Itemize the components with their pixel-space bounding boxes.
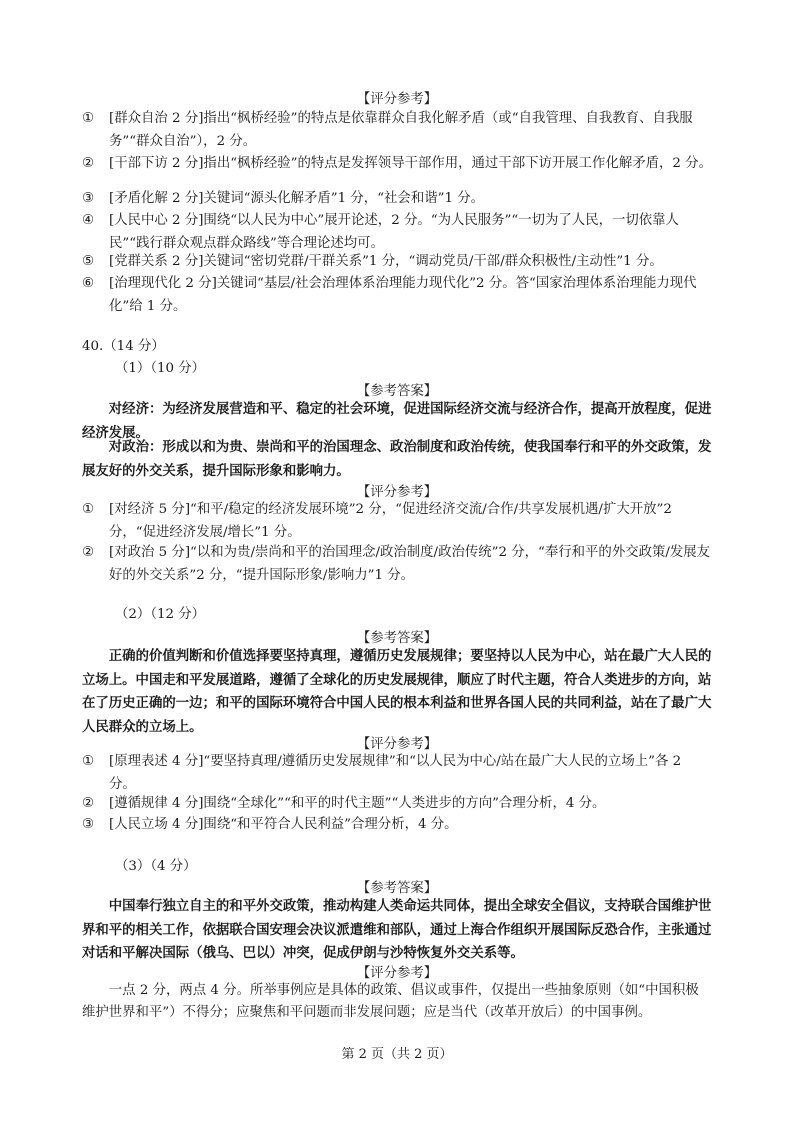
item-number: ⑥ xyxy=(82,276,95,291)
part-label: （3）（4 分） xyxy=(115,859,197,874)
item-number: ④ xyxy=(82,213,95,228)
answer-paragraph: 正确的价值判断和价值选择要坚持真理，遵循历史发展规律；要坚持以人民为中心，站在最广大人民的立场上。中国走和平发展道路，遵循了全球化的历史发展规律，顺应了时代主题，符合人类进步的方向，站在了历史正确的一边；和平的国际环境符合中国人民的根本利益和世界各国人民的共同利益，站在了最广大人民群众的立场上。 xyxy=(82,648,712,735)
item-text: [矛盾化解 2 分]关键词“源头化解矛盾”1 分，“社会和谐”1 分。 xyxy=(109,191,485,206)
score-reference-text: 一点 2 分，两点 4 分。所举事例应是具体的政策、倡议或事件，仅提出一些抽象原则（如“中国积极维护世界和平”）不得分；应聚焦和平问题而非发展问题；应是当代（改革开放后）的中国事例。 xyxy=(82,983,699,1020)
item-text: [人民立场 4 分]围绕“和平符合人民利益”合理分析，4 分。 xyxy=(109,817,458,832)
list-item xyxy=(82,188,712,211)
score-reference-heading: 【评分参考】 xyxy=(356,966,438,981)
item-text: [遵循规律 4 分]围绕“全球化”“和平的时代主题”“人类进步的方向”合理分析，4 分。 xyxy=(109,796,606,811)
list-item xyxy=(82,273,712,318)
list-item xyxy=(82,751,712,796)
list-item xyxy=(82,210,712,255)
answer-heading: 【参考答案】 xyxy=(356,631,438,646)
item-text: [原理表述 4 分]“要坚持真理/遵循历史发展规律”和“以人民为中心/站在最广大人民的立场上”各 2 分。 xyxy=(109,754,682,792)
item-text: [党群关系 2 分]关键词“密切党群/干群关系”1 分，“调动党员/干部/群众积极性/主动性”1 分。 xyxy=(109,254,663,269)
item-text: [对经济 5 分]“和平/稳定的经济发展环境”2 分，“促进经济交流/合作/共享发展机遇/扩大开放”2 分，“促进经济发展/增长”1 分。 xyxy=(109,502,672,540)
answer-paragraph: 对经济：为经济发展营造和平、稳定的社会环境，促进国际经济交流与经济合作，提高开放程度，促进经济发展。 xyxy=(82,401,712,441)
score-reference-heading: 【评分参考】 xyxy=(356,485,438,500)
item-number: ③ xyxy=(82,191,95,206)
item-text: [对政治 5 分]“以和为贵/崇尚和平的治国理念/政治制度/政治传统”2 分，“奉行和平的外交政策/发展友好的外交关系”2 分，“提升国际形象/影响力”1 分。 xyxy=(109,545,711,583)
question-label: 40.（14 分） xyxy=(82,339,165,354)
part-label: （1）（10 分） xyxy=(115,361,206,376)
answer-heading: 【参考答案】 xyxy=(356,881,438,896)
item-text: [治理现代化 2 分]关键词“基层/社会治理体系治理能力现代化”2 分。答“国家治理体系治理能力现代化”给 1 分。 xyxy=(109,276,697,314)
answer-paragraph: 中国奉行独立自主的和平外交政策，推动构建人类命运共同体，提出全球安全倡议，支持联合国维护世界和平的相关工作，依据联合国安理会决议派遣维和部队，通过上海合作组织开展国际反恐合作，主张通过对话和平解决国际（俄乌、巴以）冲突，促成伊朗与沙特恢复外交关系等。 xyxy=(82,898,712,961)
answer-heading: 【参考答案】 xyxy=(356,384,438,399)
item-text: [群众自治 2 分]指出“枫桥经验”的特点是依靠群众自我化解矛盾（或“自我管理、自我教育、自我服务”“群众自治”），2 分。 xyxy=(109,111,693,149)
page-number: 第 2 页（共 2 页） xyxy=(341,1047,453,1062)
answer-paragraph: 对政治：形成以和为贵、崇尚和平的治国理念、政治制度和政治传统，使我国奉行和平的外交政策，发展友好的外交关系，提升国际形象和影响力。 xyxy=(82,439,712,479)
list-item xyxy=(82,542,712,587)
item-number: ③ xyxy=(82,817,95,832)
item-number: ② xyxy=(82,796,95,811)
item-number: ① xyxy=(82,111,95,126)
list-item xyxy=(82,251,712,274)
list-item xyxy=(82,499,712,544)
score-reference-heading: 【评分参考】 xyxy=(356,737,438,752)
list-item xyxy=(82,153,712,176)
score-reference-heading: 【评分参考】 xyxy=(356,92,438,107)
item-number: ① xyxy=(82,502,95,517)
item-number: ② xyxy=(82,545,95,560)
part-label: （2）（12 分） xyxy=(115,607,206,622)
item-number: ① xyxy=(82,754,95,769)
item-text: [人民中心 2 分]围绕“以人民为中心”展开论述，2 分。“为人民服务”“一切为了人民，一切依靠人民”“践行群众观点群众路线”等合理论述均可。 xyxy=(109,213,679,251)
item-number: ② xyxy=(82,156,95,171)
item-number: ⑤ xyxy=(82,254,95,269)
list-item xyxy=(82,108,712,153)
item-text: [干部下访 2 分]指出“枫桥经验”的特点是发挥领导干部作用，通过干部下访开展工作化解矛盾，2 分。 xyxy=(109,156,712,171)
list-item xyxy=(82,814,712,837)
list-item xyxy=(82,793,712,816)
